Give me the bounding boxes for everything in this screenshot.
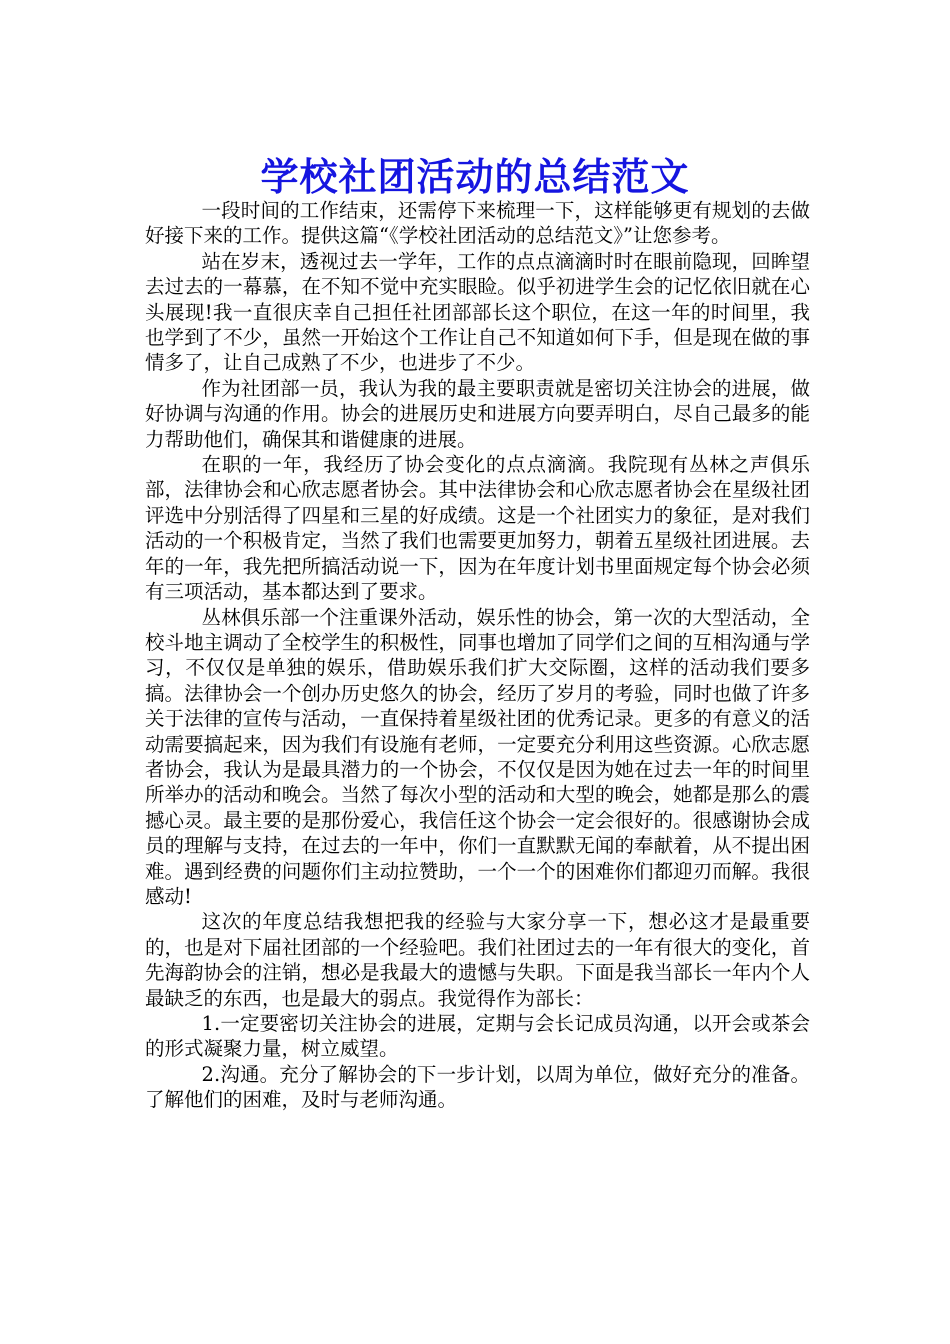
paragraph-point-1: 1.一定要密切关注协会的进展，定期与会长记成员沟通，以开会或茶会的形式凝聚力量，树立威望。 <box>145 1012 810 1061</box>
document-title: 学校社团活动的总结范文 <box>260 154 690 200</box>
document-body <box>145 198 810 1113</box>
paragraph-associations: 在职的一年，我经历了协会变化的点点滴滴。我院现有丛林之声俱乐部，法律协会和心欣志愿者协会。其中法律协会和心欣志愿者协会在星级社团评选中分别活得了四星和三星的好成绩。这是一个社团实力的象征，是对我们活动的一个积极肯定，当然了我们也需要更加努力，朝着五星级社团进展。去年的一年，我先把所搞活动说一下，因为在年度计划书里面规定每个协会必须有三项活动，基本都达到了要求。 <box>145 453 810 604</box>
paragraph-experience: 这次的年度总结我想把我的经验与大家分享一下，想必这才是最重要的，也是对下届社团部的一个经验吧。我们社团过去的一年有很大的变化，首先海韵协会的注销，想必是我最大的遗憾与失职。下面是我当部长一年内个人最缺乏的东西，也是最大的弱点。我觉得作为部长： <box>145 910 810 1010</box>
paragraph-duties: 作为社团部一员，我认为我的最主要职责就是密切关注协会的进展，做好协调与沟通的作用。协会的进展历史和进展方向要弄明白，尽自己最多的能力帮助他们，确保其和谐健康的进展。 <box>145 376 810 451</box>
paragraph-point-2: 2.沟通。充分了解协会的下一步计划，以周为单位，做好充分的准备。了解他们的困难，及时与老师沟通。 <box>145 1062 810 1112</box>
paragraph-activities: 丛林俱乐部一个注重课外活动，娱乐性的协会，第一次的大型活动，全校斗地主调动了全校学生的积极性，同事也增加了同学们之间的互相沟通与学习，不仅仅是单独的娱乐，借助娱乐我们扩大交际圈，这样的活动我们要多搞。法律协会一个创办历史悠久的协会，经历了岁月的考验，同时也做了许多关于法律的宣传与活动，一直保持着星级社团的优秀记录。更多的有意义的活动需要搞起来，因为我们有设施有老师，一定要充分利用这些资源。心欣志愿者协会，我认为是最具潜力的一个协会，不仅仅是因为她在过去一年的时间里所举办的活动和晚会。当然了每次小型的活动和大型的晚会，她都是那么的震撼心灵。最主要的是那份爱心，我信任这个协会一定会很好的。很感谢协会成员的理解与支持，在过去的一年中，你们一直默默无闻的奉献着，从不提出困难。遇到经费的问题你们主动拉赞助，一个一个的困难你们都迎刃而解。我很感动! <box>145 605 810 908</box>
paragraph-intro: 一段时间的工作结束，还需停下来梳理一下，这样能够更有规划的去做好接下来的工作。提供这篇“《学校社团活动的总结范文》”让您参考。 <box>145 199 810 248</box>
paragraph-year-end: 站在岁末，透视过去一学年，工作的点点滴滴时时在眼前隐现，回眸望去过去的一幕慕，在不知不觉中充实眼睑。似乎初进学生会的记忆依旧就在心头展现!我一直很庆幸自己担任社团部部长这个职位，在这一年的时间里，我也学到了不少，虽然一开始这个工作让自己不知道如何下手，但是现在做的事情多了，让自己成熟了不少，也进步了不少。 <box>145 249 810 375</box>
